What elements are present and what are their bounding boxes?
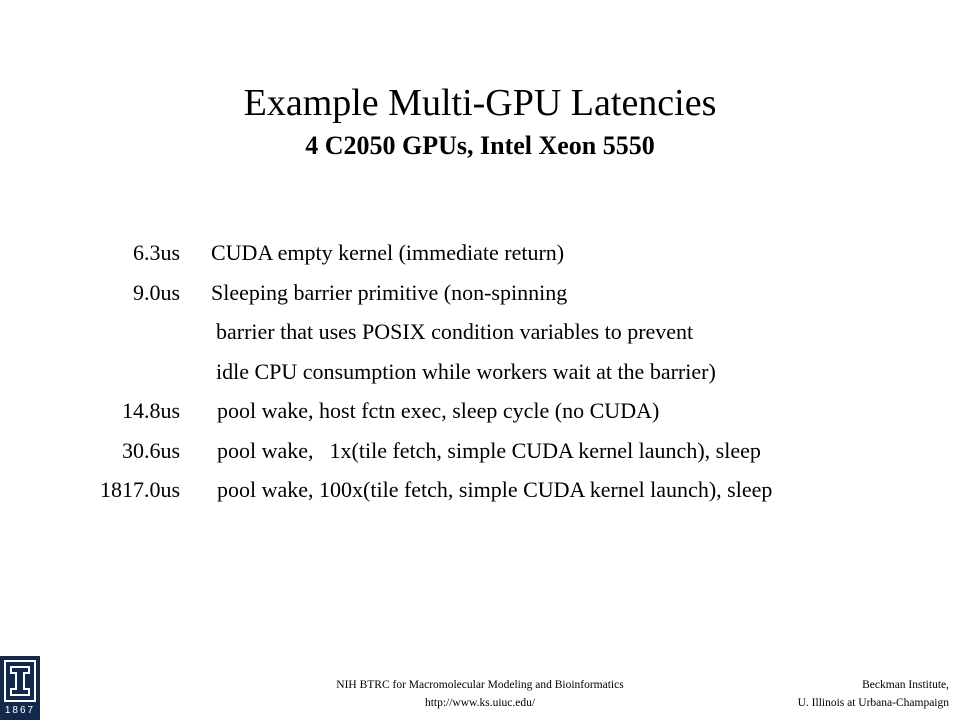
- footer-center: [260, 676, 700, 712]
- university-logo: [0, 656, 40, 720]
- latency-time: 1817.0us: [99, 477, 180, 502]
- slide-subtitle: 4 C2050 GPUs, Intel Xeon 5550: [305, 131, 655, 160]
- latency-time: 9.0us: [132, 279, 180, 305]
- block-i-glyph: [6, 662, 34, 700]
- latency-row: [0, 273, 960, 313]
- footer-institute: Beckman Institute,: [862, 679, 949, 691]
- latency-description-part: 1x(tile fetch, simple CUDA kernel launch), sleep: [329, 437, 761, 463]
- slide-title: Example Multi-GPU Latencies: [243, 82, 717, 124]
- latency-description: CUDA empty kernel (immediate return): [211, 240, 565, 265]
- footer-university: U. Illinois at Urbana-Champaign: [797, 697, 949, 709]
- logo-year: 1867: [4, 705, 36, 716]
- footer-right: [798, 676, 949, 712]
- latency-description: pool wake, 100x(tile fetch, simple CUDA kernel launch), sleep: [217, 477, 773, 502]
- latency-list: [0, 233, 960, 510]
- footer-url: http://www.ks.uiuc.edu/: [424, 697, 536, 709]
- latency-time: 6.3us: [132, 240, 180, 265]
- latency-row-continuation: [0, 312, 960, 352]
- latency-row: [0, 391, 960, 431]
- latency-description: barrier that uses POSIX condition variables to prevent: [216, 319, 694, 344]
- latency-time: 30.6us: [121, 437, 180, 463]
- latency-row: [0, 431, 960, 471]
- footer-org: NIH BTRC for Macromolecular Modeling and Bioinformatics: [336, 679, 624, 691]
- illinois-block-i-icon: [4, 660, 36, 702]
- latency-description: [217, 431, 761, 471]
- latency-description: pool wake, host fctn exec, sleep cycle (no CUDA): [217, 398, 660, 423]
- latency-description: idle CPU consumption while workers wait at the barrier): [216, 358, 716, 384]
- latency-description-part: pool wake,: [217, 437, 314, 463]
- latency-time: 14.8us: [121, 398, 180, 423]
- latency-description: Sleeping barrier primitive (non-spinning: [211, 279, 568, 305]
- latency-row: [0, 470, 960, 510]
- latency-row: [0, 233, 960, 273]
- latency-row-continuation: [0, 352, 960, 392]
